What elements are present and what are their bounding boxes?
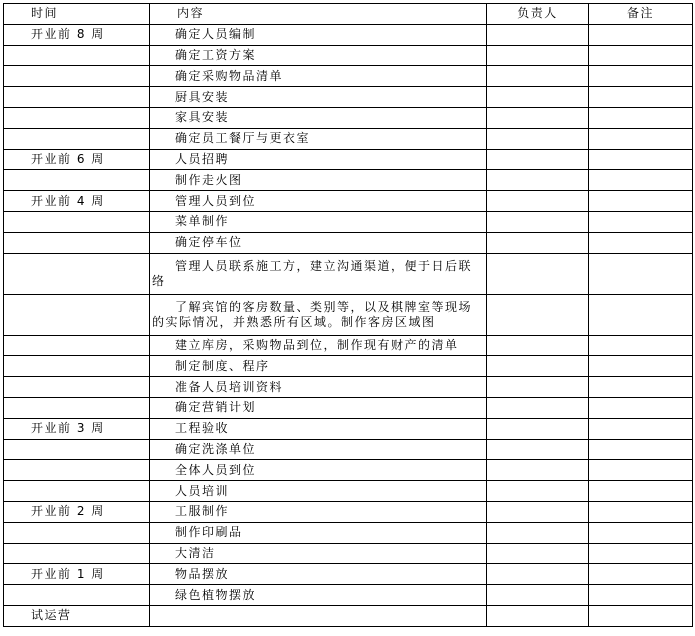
table-row bbox=[4, 107, 693, 128]
cell-note bbox=[589, 377, 693, 398]
cell-owner bbox=[487, 564, 589, 585]
cell-content: 绿色植物摆放 bbox=[150, 585, 487, 606]
table-row bbox=[4, 191, 693, 212]
table-row bbox=[4, 418, 693, 439]
cell-content: 管理人员联系施工方，建立沟通渠道，便于日后联络 bbox=[150, 253, 487, 294]
cell-time: 开业前 8 周 bbox=[4, 24, 150, 45]
cell-content: 大清洁 bbox=[150, 543, 487, 564]
cell-note bbox=[589, 45, 693, 66]
cell-note bbox=[589, 418, 693, 439]
cell-note bbox=[589, 294, 693, 335]
cell-owner bbox=[487, 522, 589, 543]
cell-time bbox=[4, 356, 150, 377]
cell-owner bbox=[487, 481, 589, 502]
cell-time bbox=[4, 585, 150, 606]
cell-note bbox=[589, 253, 693, 294]
table-row bbox=[4, 211, 693, 232]
cell-owner bbox=[487, 294, 589, 335]
cell-note bbox=[589, 522, 693, 543]
opening-schedule-table bbox=[3, 3, 693, 627]
cell-time: 开业前 2 周 bbox=[4, 501, 150, 522]
cell-content: 确定员工餐厅与更衣室 bbox=[150, 128, 487, 149]
cell-time: 开业前 3 周 bbox=[4, 418, 150, 439]
cell-content: 确定采购物品清单 bbox=[150, 66, 487, 87]
cell-content: 确定洗涤单位 bbox=[150, 439, 487, 460]
cell-owner bbox=[487, 605, 589, 626]
table-row bbox=[4, 149, 693, 170]
cell-note bbox=[589, 460, 693, 481]
cell-owner bbox=[487, 253, 589, 294]
cell-note bbox=[589, 170, 693, 191]
cell-owner bbox=[487, 501, 589, 522]
cell-content: 工服制作 bbox=[150, 501, 487, 522]
cell-time bbox=[4, 522, 150, 543]
cell-owner bbox=[487, 335, 589, 356]
column-header-note: 备注 bbox=[589, 4, 693, 25]
cell-note bbox=[589, 605, 693, 626]
cell-note bbox=[589, 439, 693, 460]
table-row bbox=[4, 66, 693, 87]
cell-content: 工程验收 bbox=[150, 418, 487, 439]
cell-owner bbox=[487, 45, 589, 66]
table-row bbox=[4, 501, 693, 522]
cell-time bbox=[4, 45, 150, 66]
cell-owner bbox=[487, 232, 589, 253]
cell-time bbox=[4, 128, 150, 149]
cell-note bbox=[589, 481, 693, 502]
table-row bbox=[4, 585, 693, 606]
cell-note bbox=[589, 501, 693, 522]
cell-owner bbox=[487, 66, 589, 87]
cell-owner bbox=[487, 377, 589, 398]
cell-owner bbox=[487, 211, 589, 232]
cell-content: 确定营销计划 bbox=[150, 397, 487, 418]
cell-time: 开业前 6 周 bbox=[4, 149, 150, 170]
cell-content: 制定制度、程序 bbox=[150, 356, 487, 377]
cell-content: 制作印刷品 bbox=[150, 522, 487, 543]
cell-note bbox=[589, 397, 693, 418]
table-row bbox=[4, 543, 693, 564]
table-row bbox=[4, 24, 693, 45]
cell-note bbox=[589, 149, 693, 170]
cell-content: 厨具安装 bbox=[150, 87, 487, 108]
cell-time bbox=[4, 170, 150, 191]
cell-time bbox=[4, 481, 150, 502]
table-row bbox=[4, 294, 693, 335]
table-row bbox=[4, 460, 693, 481]
cell-content: 人员培训 bbox=[150, 481, 487, 502]
table-row bbox=[4, 481, 693, 502]
cell-content: 管理人员到位 bbox=[150, 191, 487, 212]
cell-note bbox=[589, 128, 693, 149]
cell-content: 人员招聘 bbox=[150, 149, 487, 170]
cell-time bbox=[4, 377, 150, 398]
table-row bbox=[4, 439, 693, 460]
cell-content: 制作走火图 bbox=[150, 170, 487, 191]
cell-owner bbox=[487, 191, 589, 212]
table-header-row bbox=[4, 4, 693, 25]
table-row bbox=[4, 605, 693, 626]
cell-content: 确定人员编制 bbox=[150, 24, 487, 45]
cell-time: 试运营 bbox=[4, 605, 150, 626]
cell-time: 开业前 4 周 bbox=[4, 191, 150, 212]
cell-note bbox=[589, 107, 693, 128]
table-row bbox=[4, 170, 693, 191]
cell-time bbox=[4, 66, 150, 87]
cell-owner bbox=[487, 24, 589, 45]
cell-content bbox=[150, 605, 487, 626]
cell-owner bbox=[487, 397, 589, 418]
table-row bbox=[4, 397, 693, 418]
cell-note bbox=[589, 191, 693, 212]
cell-note bbox=[589, 335, 693, 356]
cell-owner bbox=[487, 107, 589, 128]
column-header-owner: 负责人 bbox=[487, 4, 589, 25]
cell-content: 物品摆放 bbox=[150, 564, 487, 585]
cell-note bbox=[589, 585, 693, 606]
cell-time bbox=[4, 543, 150, 564]
cell-content: 了解宾馆的客房数量、类别等，以及棋牌室等现场的实际情况，并熟悉所有区域。制作客房区域图 bbox=[150, 294, 487, 335]
cell-note bbox=[589, 87, 693, 108]
cell-note bbox=[589, 211, 693, 232]
table-row bbox=[4, 522, 693, 543]
cell-owner bbox=[487, 128, 589, 149]
table-row bbox=[4, 335, 693, 356]
cell-content: 建立库房，采购物品到位，制作现有财产的清单 bbox=[150, 335, 487, 356]
cell-content: 家具安装 bbox=[150, 107, 487, 128]
cell-time bbox=[4, 397, 150, 418]
cell-owner bbox=[487, 87, 589, 108]
cell-note bbox=[589, 543, 693, 564]
table-row bbox=[4, 232, 693, 253]
cell-time bbox=[4, 294, 150, 335]
cell-time bbox=[4, 87, 150, 108]
column-header-time: 时间 bbox=[4, 4, 150, 25]
cell-owner bbox=[487, 170, 589, 191]
cell-time bbox=[4, 211, 150, 232]
cell-time bbox=[4, 439, 150, 460]
table-row bbox=[4, 128, 693, 149]
cell-time bbox=[4, 253, 150, 294]
cell-time bbox=[4, 460, 150, 481]
cell-time bbox=[4, 107, 150, 128]
table-body bbox=[4, 24, 693, 626]
cell-time bbox=[4, 232, 150, 253]
cell-content: 确定停车位 bbox=[150, 232, 487, 253]
table-row bbox=[4, 377, 693, 398]
cell-owner bbox=[487, 585, 589, 606]
cell-content: 确定工资方案 bbox=[150, 45, 487, 66]
cell-note bbox=[589, 232, 693, 253]
table-row bbox=[4, 45, 693, 66]
cell-content: 准备人员培训资料 bbox=[150, 377, 487, 398]
cell-note bbox=[589, 564, 693, 585]
cell-note bbox=[589, 24, 693, 45]
cell-note bbox=[589, 66, 693, 87]
cell-content: 全体人员到位 bbox=[150, 460, 487, 481]
cell-note bbox=[589, 356, 693, 377]
cell-content: 菜单制作 bbox=[150, 211, 487, 232]
cell-owner bbox=[487, 356, 589, 377]
table-row bbox=[4, 564, 693, 585]
cell-owner bbox=[487, 460, 589, 481]
cell-owner bbox=[487, 543, 589, 564]
column-header-content: 内容 bbox=[150, 4, 487, 25]
table-row bbox=[4, 87, 693, 108]
cell-owner bbox=[487, 418, 589, 439]
table-row bbox=[4, 253, 693, 294]
cell-owner bbox=[487, 149, 589, 170]
cell-time bbox=[4, 335, 150, 356]
cell-owner bbox=[487, 439, 589, 460]
cell-time: 开业前 1 周 bbox=[4, 564, 150, 585]
table-row bbox=[4, 356, 693, 377]
